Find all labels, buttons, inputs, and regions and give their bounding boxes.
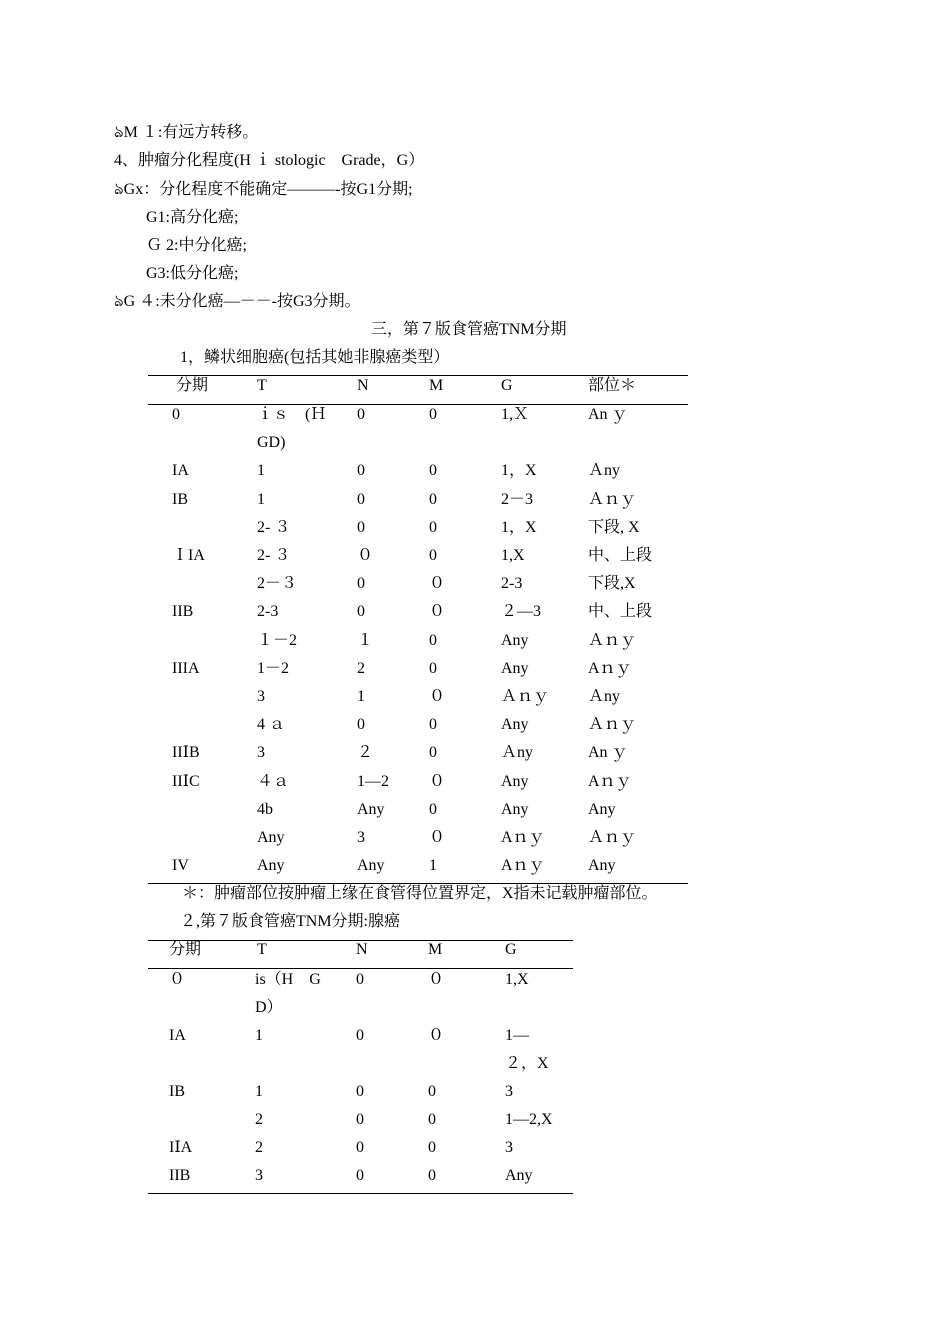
- table-cell: 0: [428, 1083, 436, 1100]
- table-cell: 下段, X: [588, 518, 640, 536]
- table-cell: 1－2: [257, 659, 290, 677]
- table-cell: ０: [429, 575, 446, 593]
- table-cell: 4b: [257, 800, 273, 818]
- table-cell: 0: [429, 547, 437, 564]
- table-cell: Ａｎｙ: [588, 490, 637, 508]
- table-cell: Any: [357, 800, 385, 818]
- table-header-cell: N: [357, 377, 369, 394]
- table-header-cell: T: [257, 377, 267, 394]
- table-header-cell: 分期: [176, 377, 209, 394]
- table-cell: 0: [429, 406, 437, 423]
- table-cell: 0: [356, 971, 364, 988]
- table-cell: ０: [429, 688, 446, 705]
- table-cell: 1: [357, 688, 365, 705]
- table-header-cell: M: [428, 941, 443, 958]
- table-cell: ２: [357, 744, 374, 762]
- table-cell: Any: [501, 772, 529, 790]
- table-cell: 3: [255, 1167, 263, 1184]
- table-cell: 1—: [505, 1027, 529, 1044]
- table-cell: 0: [357, 518, 365, 536]
- table-cell: 2-3: [257, 603, 279, 621]
- table-cell: ０: [428, 1027, 445, 1044]
- table-cell: Ａny: [588, 688, 621, 705]
- table-cell: An ｙ: [588, 744, 628, 762]
- table-cell: 0: [356, 1083, 364, 1100]
- table-cell: 4 ａ: [257, 716, 286, 734]
- table-cell: ２，X: [505, 1055, 549, 1072]
- table-cell: 3: [257, 688, 265, 705]
- table-cell: Any: [588, 800, 616, 818]
- table-cell: 1,Ｘ: [501, 406, 530, 423]
- table-cell: 0: [428, 1111, 436, 1128]
- table-cell: 0: [429, 462, 437, 480]
- table-cell: 3: [357, 829, 365, 846]
- table-cell: 中、上段: [588, 547, 653, 564]
- table-cell: 2: [357, 659, 365, 677]
- table-cell: is（H G: [255, 971, 321, 988]
- table2-caption: ２,第７版食管癌TNM分期:腺癌: [180, 913, 401, 930]
- table-cell: IA: [172, 462, 189, 480]
- table-cell: Any: [588, 857, 616, 875]
- table-cell: 1: [255, 1083, 263, 1100]
- table-cell: Any: [501, 631, 529, 649]
- table-cell: IV: [172, 857, 189, 875]
- table-cell: 0: [357, 603, 365, 621]
- table-cell: 2: [255, 1111, 263, 1128]
- table-cell: IA: [169, 1027, 186, 1044]
- table-cell: ｉｓ (Ｈ: [257, 406, 327, 423]
- table-cell: 0: [429, 518, 437, 536]
- table-cell: ０: [428, 971, 445, 988]
- table-cell: 3: [257, 744, 265, 762]
- g3-definition: G3:低分化癌;: [146, 265, 239, 282]
- table-cell: IIB: [172, 603, 194, 621]
- table-header-cell: G: [505, 941, 517, 958]
- table-cell: 2-3: [501, 575, 523, 593]
- table-header-cell: M: [429, 377, 444, 394]
- table-cell: An ｙ: [588, 406, 628, 423]
- table-cell: Aｎｙ: [501, 857, 545, 875]
- table-cell: Ａｎｙ: [501, 688, 550, 705]
- table-cell: 下段,X: [588, 575, 636, 593]
- table-cell: Ａｎｙ: [588, 716, 637, 734]
- table-cell: 0: [429, 716, 437, 734]
- table-cell: 1，X: [501, 518, 537, 536]
- table-cell: １: [357, 631, 374, 649]
- table-cell: 0: [356, 1139, 364, 1156]
- grade-heading: 4、肿瘤分化程度(H ｉ stologic Grade，G）: [114, 152, 425, 169]
- m1-definition: ঌM １:有远方转移。: [114, 124, 259, 141]
- table-cell: 1，X: [501, 462, 537, 480]
- table-cell: Ａｎｙ: [588, 631, 637, 649]
- table-cell: Any: [501, 659, 529, 677]
- table1-footnote: ＊：肿瘤部位按肿瘤上缘在食管得位置界定，X指未记载肿瘤部位。: [182, 885, 658, 902]
- table-cell: IIB: [169, 1167, 191, 1184]
- table-cell: 0: [429, 800, 437, 818]
- table-cell: Any: [257, 857, 285, 875]
- table-cell: ２—3: [501, 603, 542, 621]
- gx-definition: ঌGx：分化程度不能确定———-按G1分期;: [114, 181, 413, 198]
- table-cell: 0: [429, 744, 437, 762]
- table-cell: 0: [356, 1167, 364, 1184]
- table2-bottom-rule: [148, 1193, 573, 1194]
- table-cell: ０: [429, 603, 446, 621]
- table-header-cell: N: [356, 941, 368, 958]
- table-cell: 2－３: [257, 575, 298, 593]
- table-cell: Ａny: [501, 744, 534, 762]
- g2-definition: Ｇ 2:中分化癌;: [146, 237, 247, 254]
- table-cell: Any: [257, 829, 285, 846]
- table-cell: 1—2: [357, 772, 389, 790]
- table-cell: 1,X: [505, 971, 529, 988]
- table-cell: 0: [428, 1167, 436, 1184]
- table-cell: 0: [357, 406, 365, 423]
- table-cell: １－2: [257, 631, 298, 649]
- table-cell: 0: [429, 490, 437, 508]
- table-cell: Any: [505, 1167, 533, 1184]
- table-header-cell: 部位＊: [588, 377, 637, 394]
- table-cell: ４ａ: [257, 772, 290, 790]
- table-cell: 0: [172, 406, 180, 423]
- table-cell: Any: [357, 857, 385, 875]
- table-cell: Aｎｙ: [588, 772, 632, 790]
- table-cell: 1: [255, 1027, 263, 1044]
- table-cell: IB: [169, 1083, 185, 1100]
- g4-definition: ঌG ４:未分化癌—－－-按G3分期。: [114, 293, 361, 310]
- table-cell: GD): [257, 434, 286, 452]
- table-cell: 0: [357, 575, 365, 593]
- table-cell: 0: [357, 716, 365, 734]
- table-cell: 3: [505, 1139, 513, 1156]
- table1-caption: 1，鳞状细胞癌(包括其她非腺癌类型）: [180, 349, 450, 366]
- table-cell: Any: [501, 716, 529, 734]
- table-cell: 0: [357, 490, 365, 508]
- table-cell: 0: [357, 462, 365, 480]
- table-header-cell: G: [501, 377, 513, 394]
- table-cell: 1: [429, 857, 437, 875]
- table-cell: Ａｎｙ: [588, 829, 637, 846]
- section-title: 三，第７版食管癌TNM分期: [371, 321, 567, 338]
- table-cell: Any: [501, 800, 529, 818]
- table2-header-rule: [148, 968, 573, 969]
- table-cell: 1: [257, 462, 265, 480]
- table-cell: ０: [169, 971, 186, 988]
- table-cell: 2: [255, 1139, 263, 1156]
- table-cell: ０: [429, 772, 446, 790]
- table-cell: 1—2,X: [505, 1111, 553, 1128]
- table-cell: 0: [356, 1027, 364, 1044]
- table-cell: IIⅠB: [172, 744, 200, 762]
- table-cell: D）: [255, 999, 283, 1016]
- table-cell: 1: [257, 490, 265, 508]
- g1-definition: G1:高分化癌;: [146, 209, 239, 226]
- table-cell: 中、上段: [588, 603, 653, 621]
- table-cell: Aｎｙ: [588, 659, 632, 677]
- table-cell: ０: [429, 829, 446, 846]
- table-cell: IIⅠC: [172, 772, 200, 790]
- table-cell: ＩIA: [172, 547, 205, 564]
- table-cell: 1,X: [501, 547, 525, 564]
- table-cell: 2- ３: [257, 547, 291, 564]
- table-cell: 3: [505, 1083, 513, 1100]
- table-cell: 2－3: [501, 490, 534, 508]
- table-cell: Aｎｙ: [501, 829, 545, 846]
- table-cell: 0: [429, 631, 437, 649]
- table-header-cell: 分期: [169, 941, 202, 958]
- table-cell: 2- ３: [257, 518, 291, 536]
- table-header-cell: T: [257, 941, 267, 958]
- table-cell: ０: [357, 547, 374, 564]
- table-cell: IB: [172, 490, 188, 508]
- table-cell: Ａny: [588, 462, 621, 480]
- table-cell: 0: [428, 1139, 436, 1156]
- table-cell: IIIA: [172, 659, 200, 677]
- table-cell: 0: [429, 659, 437, 677]
- table-cell: IⅠA: [169, 1139, 193, 1156]
- table-cell: 0: [356, 1111, 364, 1128]
